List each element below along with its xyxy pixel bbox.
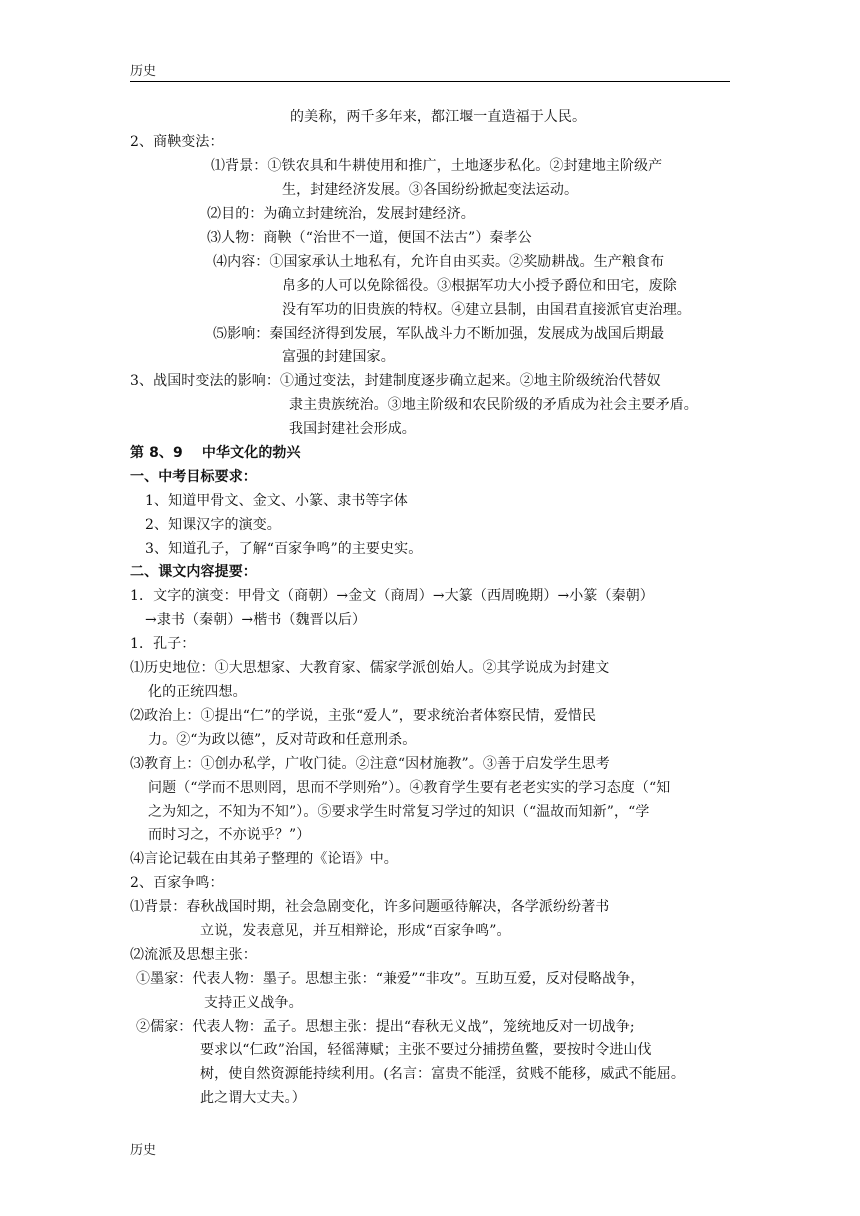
text-line: 支持正义战争。 [204, 995, 303, 1011]
text-line: 隶主贵族统治。③地主阶级和农民阶级的矛盾成为社会主要矛盾。 [289, 397, 698, 413]
text-line: ⑴背景：春秋战国时期，社会急剧变化，许多问题亟待解决，各学派纷纷著书 [130, 899, 610, 915]
text-line: ⑵政治上：①提出“仁”的学说，主张“爱人”，要求统治者体察民情，爱惜民 [130, 708, 597, 724]
page-header: 历史 [130, 64, 157, 79]
section-heading: 3、战国时变法的影响：①通过变法，封建制度逐步确立起来。②地主阶级统治代替奴 [130, 373, 661, 389]
text-line: 1．文字的演变：甲骨文（商朝）→金文（商周）→大篆（西周晚期）→小篆（秦朝） [130, 588, 654, 604]
text-line: ⑸影响：秦国经济得到发展，军队战斗力不断加强，发展成为战国后期最 [213, 326, 665, 342]
text-line: 力。②“为政以德”，反对苛政和任意刑杀。 [148, 732, 417, 748]
text-line: 富强的封建国家。 [282, 349, 395, 365]
text-line: 问题（“学而不思则罔，思而不学则殆”）。④教育学生要有老老实实的学习态度（“知 [148, 780, 671, 796]
text-line: ②儒家：代表人物：孟子。思想主张：提出“春秋无义战”，笼统地反对一切战争; [136, 1019, 635, 1035]
text-line: 我国封建社会形成。 [289, 421, 416, 437]
section-heading: 二、课文内容提要： [130, 564, 257, 580]
text-line: →隶书（秦朝）→楷书（魏晋以后） [145, 612, 367, 628]
text-line: 要求以“仁政”治国，轻徭薄赋；主张不要过分捕捞鱼鳖，要按时令进山伐 [200, 1042, 652, 1058]
text-line: 的美称，两千多年来，都江堰一直造福于人民。 [290, 109, 587, 125]
list-item: 1、知道甲骨文、金文、小篆、隶书等字体 [145, 493, 408, 509]
text-line: ⑴历史地位：①大思想家、大教育家、儒家学派创始人。②其学说成为封建文 [130, 660, 610, 676]
text-line: ⑵目的：为确立封建统治，发展封建经济。 [207, 206, 475, 222]
section-heading: 2、商鞅变法： [130, 134, 224, 150]
text-line: ⑴背景：①铁农具和牛耕使用和推广，土地逐步私化。②封建地主阶级产 [211, 158, 663, 174]
text-line: 树，使自然资源能持续利用。(名言：富贵不能淫，贫贱不能移，威武不能屈。 [200, 1066, 685, 1082]
section-heading: 2、百家争鸣： [130, 875, 224, 891]
text-line: 化的正统四想。 [148, 684, 247, 700]
lesson-title: 第 8、9 中华文化的勃兴 [130, 445, 301, 461]
section-heading: 1．孔子： [130, 636, 196, 652]
text-line: 而时习之，不亦说乎？”） [148, 827, 311, 843]
text-line: ①墨家：代表人物：墨子。思想主张：“兼爱”“非攻”。互助互爱，反对侵略战争， [136, 971, 645, 987]
text-line: ⑷内容：①国家承认土地私有，允许自由买卖。②奖励耕战。生产粮食布 [213, 254, 665, 270]
text-line: 帛多的人可以免除徭役。③根据军功大小授予爵位和田宅，废除 [282, 278, 677, 294]
text-line: ⑷言论记载在由其弟子整理的《论语》中。 [130, 851, 398, 867]
text-line: 此之谓大丈夫。） [200, 1090, 306, 1106]
text-line: ⑵流派及思想主张： [130, 947, 257, 963]
list-item: 2、知课汉字的演变。 [145, 517, 281, 533]
list-item: 3、知道孔子，了解“百家争鸣”的主要史实。 [145, 541, 423, 557]
page-footer: 历史 [130, 1143, 157, 1158]
section-heading: 一、中考目标要求： [130, 469, 257, 485]
text-line: ⑶教育上：①创办私学，广收门徒。②注意“因材施教”。③善于启发学生思考 [130, 756, 610, 772]
text-line: ⑶人物：商鞅（“治世不一道，便国不法古”）秦孝公 [207, 230, 532, 246]
text-line: 之为知之，不知为不知”）。⑤要求学生时常复习学过的知识（“温故而知新”，“学 [148, 804, 650, 820]
text-line: 立说，发表意见，并互相辩论，形成“百家争鸣”。 [200, 923, 511, 939]
text-line: 生，封建经济发展。③各国纷纷掀起变法运动。 [282, 182, 579, 198]
text-line: 没有军功的旧贵族的特权。④建立县制，由国君直接派官吏治理。 [282, 302, 691, 318]
